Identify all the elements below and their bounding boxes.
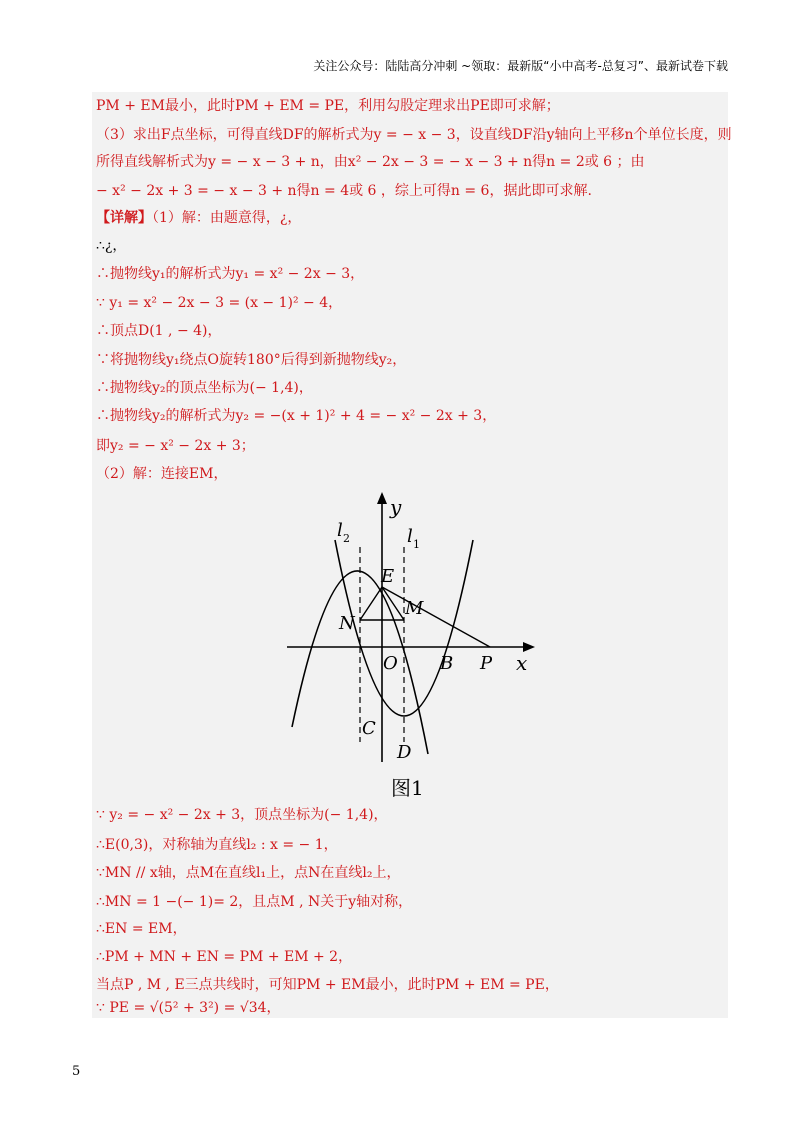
label-M: M (405, 598, 424, 619)
text-line (96, 208, 301, 228)
text-line: ∴¿， (96, 238, 127, 254)
text-line: 所得直线解析式为y = − x − 3 + n，由x² − 2x − 3 = − x − 3 + n得n = 2或 6 ；由 (96, 154, 645, 170)
text-line: ∴MN = 1 −(− 1)= 2，且点M , N关于y轴对称， (96, 894, 413, 910)
page-number: 5 (72, 1064, 81, 1079)
label-l1-sub: 1 (413, 538, 420, 551)
text-line: ∵MN // x轴，点M在直线l₁上，点N在直线l₂上， (96, 865, 401, 881)
label-C: C (362, 718, 376, 739)
detail-tag: 【详解】 (96, 210, 152, 226)
page-header: 关注公众号：陆陆高分冲刺 ~领取：最新版“小中高考-总复习”、最新试卷下载 (313, 59, 728, 73)
label-E: E (381, 566, 395, 587)
text-line: ∴EN = EM， (96, 921, 187, 937)
text-line: PM + EM最小，此时PM + EM = PE，利用勾股定理求出PE即可求解； (96, 98, 560, 114)
figure-caption: 图1 (391, 776, 424, 800)
text-line: ∴E(0,3)，对称轴为直线l₂ : x = − 1， (96, 837, 338, 853)
label-P: P (480, 653, 493, 674)
label-l2-sub: 2 (343, 532, 350, 545)
text-line: ∵ PE = √(5² + 3²) = √34， (96, 1000, 281, 1016)
text-line: ∴顶点D(1 , − 4)， (96, 323, 222, 339)
text-line: ∵将抛物线y₁绕点O旋转180°后得到新抛物线y₂， (96, 352, 407, 368)
content-block (92, 92, 732, 1018)
label-l1: l (407, 526, 413, 547)
detail-text: （1）解：由题意得，¿， (152, 210, 302, 226)
label-l2: l (337, 520, 343, 541)
label-x: x (516, 651, 528, 675)
label-B: B (440, 653, 454, 674)
text-line: （2）解：连接EM， (96, 466, 228, 482)
label-O: O (383, 653, 398, 674)
text-line: 即y₂ = − x² − 2x + 3； (96, 438, 255, 454)
text-line: ∵ y₂ = − x² − 2x + 3，顶点坐标为(− 1,4)， (96, 807, 388, 823)
text-line: ∵ y₁ = x² − 2x − 3 = (x − 1)² − 4， (96, 295, 343, 311)
parabola-figure (287, 492, 537, 802)
text-line: ∴PM + MN + EN = PM + EM + 2， (96, 949, 353, 965)
text-line: ∴抛物线y₂的解析式为y₂ = −(x + 1)² + 4 = − x² − 2x + 3， (96, 408, 497, 424)
label-N: N (339, 613, 355, 634)
text-line: ∴抛物线y₂的顶点坐标为(− 1,4)， (96, 380, 313, 396)
text-line: − x² − 2x + 3 = − x − 3 + n得n = 4或 6 ，综上可得n = 6，据此即可求解. (96, 183, 592, 199)
text-line: ∴抛物线y₁的解析式为y₁ = x² − 2x − 3， (96, 266, 365, 282)
label-D: D (397, 742, 412, 763)
text-line: （3）求出F点坐标，可得直线DF的解析式为y = − x − 3，设直线DF沿y轴向上平移n个单位长度，则 (96, 127, 732, 143)
text-line: 当点P , M , E三点共线时，可知PM + EM最小，此时PM + EM = PE， (96, 977, 559, 993)
label-y: y (390, 495, 402, 519)
